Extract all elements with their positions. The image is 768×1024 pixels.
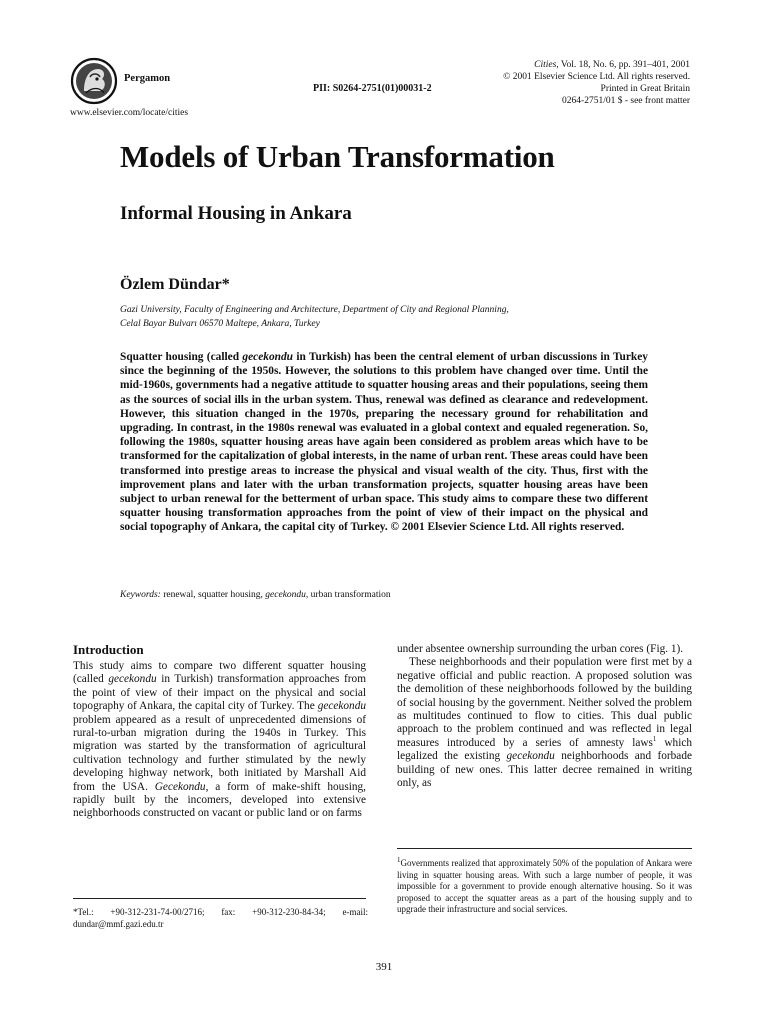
- paragraph: These neighborhoods and their population were first met by a negative official and public reaction. A proposed solution was the demolition of these neighborhoods followed by the building of social housing by the government. Neither solved the problem as multitudes continued to flow to cities. This dual public approach to the problem continued and was reflected in legal measures introduced by a series of amnesty laws$^1$ which legalized the existing gecekondu neighborhoods and forbade building of new ones. This latter decree remained in writing only, as: [397, 656, 692, 790]
- pii-identifier: PII: S0264-2751(01)00031-2: [313, 83, 432, 94]
- author-contact-footnote: *Tel.: +90-312-231-74-00/2716; fax: +90-312-230-84-34; e-mail: dundar@mmf.gazi.edu.tr: [73, 907, 368, 929]
- keywords-label: Keywords:: [120, 590, 161, 600]
- footnote-marker: 1: [397, 856, 401, 864]
- printed-line: Printed in Great Britain: [600, 84, 690, 94]
- keywords: Keywords: renewal, squatter housing, gecekondu, urban transformation: [120, 590, 391, 600]
- body-column-left: This study aims to compare two different squatter housing (called gecekondu in Turkish) transformation approaches from the point of view of their impact on the physical and social topography of Ankara, the capital city of Turkey. The gecekondu problem appeared as a result of unprecedented dimensions of rural-to-urban migration during the 1940s in Turkey. This migration was started by the transformation of agricultural cultivation technology and further stimulated by the newly developing highway network, both initiated by Marshall Aid from the USA. Gecekondu, a form of make-shift housing, rapidly built by the incomers, developed into extensive neighborhoods constructed on vacant or public land or on farms: [73, 660, 366, 820]
- section-heading-introduction: Introduction: [73, 642, 144, 657]
- footnote-1: $^1$Governments realized that approximately 50% of the population of Ankara were living in squatter housing areas. With such a large number of people, it was impossible for a government to provide enough alternative housing. So it was proposed to accept the squatter areas as a part of the housing supply and to upgrade their infrastructure and social services.: [397, 856, 692, 914]
- body-column-right: under absentee ownership surrounding the urban cores (Fig. 1). These neighborhoods and their population were first met by a negative official and public reaction. A proposed solution was the demolition of these neighborhoods followed by the building of social housing by the government. Neither solved the problem as multitudes continued to flow to cities. This dual public approach to the problem continued and was reflected in legal measures introduced by a series of amnesty laws$^1$ which legalized the existing gecekondu neighborhoods and forbade building of new ones. This latter decree remained in writing only, as: [397, 643, 692, 790]
- issn-line: 0264-2751/01 $ - see front matter: [562, 96, 690, 106]
- journal-citation: Cities, Vol. 18, No. 6, pp. 391–401, 2001: [534, 60, 690, 70]
- journal-info: [430, 59, 690, 107]
- footnote-divider: [73, 898, 366, 899]
- author-name: Özlem Dündar*: [120, 276, 230, 293]
- publisher-name: Pergamon: [124, 73, 171, 84]
- publisher-url[interactable]: www.elsevier.com/locate/cities: [70, 108, 189, 118]
- publisher-logo: [70, 57, 118, 105]
- term-gecekondu: gecekondu: [242, 351, 294, 363]
- author-affiliation: Gazi University, Faculty of Engineering and Architecture, Department of City and Regional Planning, Celal Bayar Bulvarı 06570 Maltepe, Ankara, Turkey: [120, 305, 509, 329]
- journal-name: Cities: [534, 60, 557, 70]
- page-number: 391: [375, 961, 393, 973]
- abstract: Squatter housing (called gecekondu in Turkish) has been the central element of urban discussions in Turkey since the beginning of the 1950s. However, the solutions to this problem have changed over time. Until the mid-1960s, governments had a negative attitude to squatter housing areas and their populations, seeing them as the sources of social ills in the urban system. Thus, renewal was defined as clearance and redevelopment. However, this situation changed in the 1970s, preparing the necessary ground for rehabilitation and upgrading. In contrast, in the 1980s renewal was evaluated in a global context and equaled regeneration. So, following the 1980s, squatter housing areas have again been considered as problem areas which have to be transformed for the capitalization of global interests, in the name of urban rent. These areas could have been transformed into prestige areas to increase the physical and visual wealth of the city. Thus, first with the improvement plans and later with the urban transformation projects, squatter housing areas have been subject to urban renewal for the betterment of urban space. This study aims to compare these two different squatter housing transformation approaches from the point of view of their impact on the physical and social topography of Ankara, the capital city of Turkey. © 2001 Elsevier Science Ltd. All rights reserved.: [120, 351, 648, 534]
- copyright-line: © 2001 Elsevier Science Ltd. All rights reserved.: [503, 72, 690, 82]
- footnote-ref[interactable]: 1: [652, 735, 657, 744]
- article-title: Models of Urban Transformation: [120, 139, 555, 174]
- footnote-divider: [397, 848, 692, 849]
- article-subtitle: Informal Housing in Ankara: [120, 203, 352, 224]
